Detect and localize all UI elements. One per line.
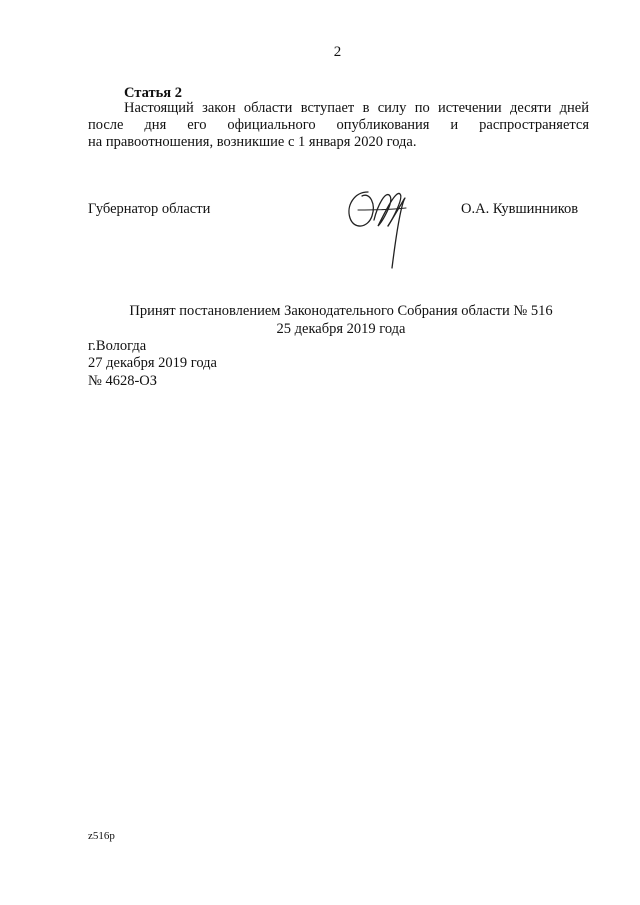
- article-heading: Статья 2: [124, 85, 182, 101]
- page-number: 2: [333, 44, 342, 60]
- footer-code: z516p: [88, 830, 115, 842]
- city: г.Вологда: [88, 338, 147, 354]
- document-number: № 4628-ОЗ: [88, 373, 158, 389]
- article-text-line: на правоотношения, возникшие с 1 января 2020 года.: [88, 134, 417, 150]
- governor-title: Губернатор области: [88, 201, 211, 217]
- adoption-date: 25 декабря 2019 года: [276, 321, 406, 337]
- governor-name: О.А. Кувшинников: [461, 201, 579, 217]
- article-text-line: после дня его официального опубликования и распространяется: [88, 117, 589, 133]
- document-date: 27 декабря 2019 года: [88, 355, 217, 371]
- article-text-line: Настоящий закон области вступает в силу по истечении десяти дней: [124, 100, 589, 116]
- adoption-statement: Принят постановлением Законодательного Собрания области № 516: [129, 303, 553, 319]
- handwritten-signature: [338, 180, 418, 272]
